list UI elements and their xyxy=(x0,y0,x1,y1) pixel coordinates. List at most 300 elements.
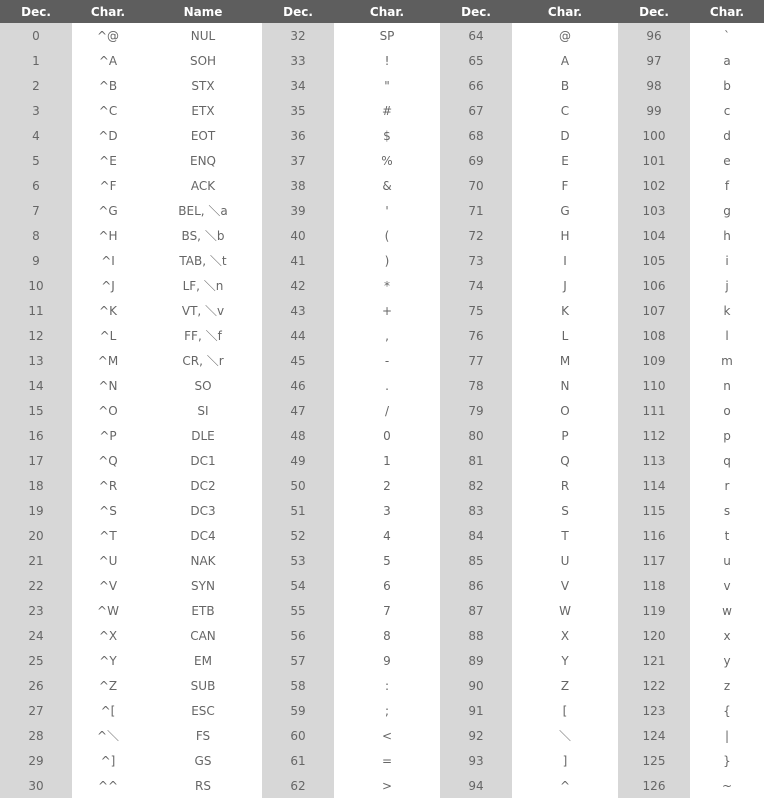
char-cell: ' xyxy=(334,198,440,223)
dec-cell: 120 xyxy=(618,623,690,648)
header-char: Char. xyxy=(72,0,144,23)
char-cell: ^E xyxy=(72,148,144,173)
char-cell: A xyxy=(512,48,618,73)
dec-cell: 69 xyxy=(440,148,512,173)
dec-cell: 126 xyxy=(618,773,690,798)
name-cell: LF, ＼n xyxy=(144,273,262,298)
name-cell: TAB, ＼t xyxy=(144,248,262,273)
dec-cell: 17 xyxy=(0,448,72,473)
char-cell: $ xyxy=(334,123,440,148)
char-cell: ~ xyxy=(690,773,764,798)
dec-cell: 89 xyxy=(440,648,512,673)
table-row xyxy=(0,373,764,398)
dec-cell: 48 xyxy=(262,423,334,448)
char-cell: H xyxy=(512,223,618,248)
table-header xyxy=(0,0,764,23)
char-cell: ^D xyxy=(72,123,144,148)
table-row xyxy=(0,423,764,448)
dec-cell: 102 xyxy=(618,173,690,198)
char-cell: ^＼ xyxy=(72,723,144,748)
dec-cell: 111 xyxy=(618,398,690,423)
char-cell: d xyxy=(690,123,764,148)
char-cell: V xyxy=(512,573,618,598)
dec-cell: 3 xyxy=(0,98,72,123)
char-cell: 8 xyxy=(334,623,440,648)
char-cell: ^@ xyxy=(72,23,144,48)
header-char: Char. xyxy=(334,0,440,23)
char-cell: J xyxy=(512,273,618,298)
dec-cell: 15 xyxy=(0,398,72,423)
dec-cell: 100 xyxy=(618,123,690,148)
char-cell: ^U xyxy=(72,548,144,573)
header-dec: Dec. xyxy=(0,0,72,23)
char-cell: ^M xyxy=(72,348,144,373)
dec-cell: 83 xyxy=(440,498,512,523)
dec-cell: 52 xyxy=(262,523,334,548)
dec-cell: 70 xyxy=(440,173,512,198)
dec-cell: 55 xyxy=(262,598,334,623)
dec-cell: 110 xyxy=(618,373,690,398)
table-row xyxy=(0,573,764,598)
char-cell: , xyxy=(334,323,440,348)
name-cell: SO xyxy=(144,373,262,398)
dec-cell: 107 xyxy=(618,298,690,323)
dec-cell: 9 xyxy=(0,248,72,273)
table-row xyxy=(0,598,764,623)
char-cell: : xyxy=(334,673,440,698)
dec-cell: 72 xyxy=(440,223,512,248)
table-row xyxy=(0,348,764,373)
dec-cell: 124 xyxy=(618,723,690,748)
dec-cell: 59 xyxy=(262,698,334,723)
dec-cell: 112 xyxy=(618,423,690,448)
char-cell: [ xyxy=(512,698,618,723)
dec-cell: 35 xyxy=(262,98,334,123)
char-cell: h xyxy=(690,223,764,248)
table-body xyxy=(0,23,764,798)
name-cell: DC4 xyxy=(144,523,262,548)
dec-cell: 24 xyxy=(0,623,72,648)
dec-cell: 8 xyxy=(0,223,72,248)
table-row xyxy=(0,748,764,773)
char-cell: 2 xyxy=(334,473,440,498)
name-cell: DC1 xyxy=(144,448,262,473)
dec-cell: 14 xyxy=(0,373,72,398)
char-cell: ^V xyxy=(72,573,144,598)
dec-cell: 28 xyxy=(0,723,72,748)
char-cell: ^H xyxy=(72,223,144,248)
dec-cell: 44 xyxy=(262,323,334,348)
header-dec: Dec. xyxy=(262,0,334,23)
char-cell: O xyxy=(512,398,618,423)
char-cell: a xyxy=(690,48,764,73)
dec-cell: 50 xyxy=(262,473,334,498)
dec-cell: 106 xyxy=(618,273,690,298)
name-cell: BS, ＼b xyxy=(144,223,262,248)
dec-cell: 92 xyxy=(440,723,512,748)
dec-cell: 73 xyxy=(440,248,512,273)
dec-cell: 29 xyxy=(0,748,72,773)
dec-cell: 116 xyxy=(618,523,690,548)
table-row xyxy=(0,223,764,248)
char-cell: * xyxy=(334,273,440,298)
char-cell: 6 xyxy=(334,573,440,598)
dec-cell: 11 xyxy=(0,298,72,323)
dec-cell: 90 xyxy=(440,673,512,698)
dec-cell: 79 xyxy=(440,398,512,423)
dec-cell: 41 xyxy=(262,248,334,273)
char-cell: ^Y xyxy=(72,648,144,673)
header-name: Name xyxy=(144,0,262,23)
char-cell: s xyxy=(690,498,764,523)
name-cell: EOT xyxy=(144,123,262,148)
char-cell: / xyxy=(334,398,440,423)
char-cell: G xyxy=(512,198,618,223)
char-cell: i xyxy=(690,248,764,273)
dec-cell: 13 xyxy=(0,348,72,373)
char-cell: & xyxy=(334,173,440,198)
table-row xyxy=(0,248,764,273)
char-cell: ^W xyxy=(72,598,144,623)
char-cell: ; xyxy=(334,698,440,723)
name-cell: VT, ＼v xyxy=(144,298,262,323)
table-row xyxy=(0,23,764,48)
header-char: Char. xyxy=(690,0,764,23)
char-cell: 4 xyxy=(334,523,440,548)
table-row xyxy=(0,698,764,723)
dec-cell: 68 xyxy=(440,123,512,148)
name-cell: ETB xyxy=(144,598,262,623)
table-row xyxy=(0,448,764,473)
char-cell: ^Q xyxy=(72,448,144,473)
dec-cell: 30 xyxy=(0,773,72,798)
char-cell: @ xyxy=(512,23,618,48)
char-cell: Z xyxy=(512,673,618,698)
char-cell: F xyxy=(512,173,618,198)
char-cell: z xyxy=(690,673,764,698)
char-cell: U xyxy=(512,548,618,573)
dec-cell: 20 xyxy=(0,523,72,548)
char-cell: ^] xyxy=(72,748,144,773)
dec-cell: 115 xyxy=(618,498,690,523)
dec-cell: 1 xyxy=(0,48,72,73)
char-cell: e xyxy=(690,148,764,173)
name-cell: ESC xyxy=(144,698,262,723)
char-cell: ( xyxy=(334,223,440,248)
char-cell: v xyxy=(690,573,764,598)
char-cell: Q xyxy=(512,448,618,473)
dec-cell: 108 xyxy=(618,323,690,348)
char-cell: 0 xyxy=(334,423,440,448)
char-cell: < xyxy=(334,723,440,748)
name-cell: STX xyxy=(144,73,262,98)
dec-cell: 6 xyxy=(0,173,72,198)
char-cell: y xyxy=(690,648,764,673)
char-cell: ] xyxy=(512,748,618,773)
char-cell: | xyxy=(690,723,764,748)
char-cell: ^R xyxy=(72,473,144,498)
name-cell: RS xyxy=(144,773,262,798)
dec-cell: 60 xyxy=(262,723,334,748)
dec-cell: 93 xyxy=(440,748,512,773)
char-cell: ^S xyxy=(72,498,144,523)
char-cell: W xyxy=(512,598,618,623)
char-cell: ! xyxy=(334,48,440,73)
char-cell: Y xyxy=(512,648,618,673)
char-cell: I xyxy=(512,248,618,273)
dec-cell: 99 xyxy=(618,98,690,123)
char-cell: ＼ xyxy=(512,723,618,748)
char-cell: P xyxy=(512,423,618,448)
dec-cell: 74 xyxy=(440,273,512,298)
dec-cell: 61 xyxy=(262,748,334,773)
dec-cell: 104 xyxy=(618,223,690,248)
table-row xyxy=(0,273,764,298)
char-cell: N xyxy=(512,373,618,398)
char-cell: ^J xyxy=(72,273,144,298)
table-row xyxy=(0,473,764,498)
name-cell: ACK xyxy=(144,173,262,198)
name-cell: NUL xyxy=(144,23,262,48)
dec-cell: 87 xyxy=(440,598,512,623)
char-cell: SP xyxy=(334,23,440,48)
dec-cell: 33 xyxy=(262,48,334,73)
char-cell: ^C xyxy=(72,98,144,123)
char-cell: { xyxy=(690,698,764,723)
dec-cell: 81 xyxy=(440,448,512,473)
dec-cell: 46 xyxy=(262,373,334,398)
name-cell: EM xyxy=(144,648,262,673)
char-cell: C xyxy=(512,98,618,123)
char-cell: ^T xyxy=(72,523,144,548)
char-cell: > xyxy=(334,773,440,798)
dec-cell: 7 xyxy=(0,198,72,223)
dec-cell: 121 xyxy=(618,648,690,673)
dec-cell: 96 xyxy=(618,23,690,48)
char-cell: f xyxy=(690,173,764,198)
dec-cell: 103 xyxy=(618,198,690,223)
char-cell: ^K xyxy=(72,298,144,323)
dec-cell: 36 xyxy=(262,123,334,148)
header-char: Char. xyxy=(512,0,618,23)
table-row xyxy=(0,148,764,173)
dec-cell: 47 xyxy=(262,398,334,423)
dec-cell: 43 xyxy=(262,298,334,323)
dec-cell: 85 xyxy=(440,548,512,573)
char-cell: x xyxy=(690,623,764,648)
char-cell: " xyxy=(334,73,440,98)
dec-cell: 37 xyxy=(262,148,334,173)
char-cell: S xyxy=(512,498,618,523)
char-cell: q xyxy=(690,448,764,473)
char-cell: = xyxy=(334,748,440,773)
dec-cell: 80 xyxy=(440,423,512,448)
dec-cell: 16 xyxy=(0,423,72,448)
char-cell: K xyxy=(512,298,618,323)
dec-cell: 66 xyxy=(440,73,512,98)
table-row xyxy=(0,98,764,123)
dec-cell: 12 xyxy=(0,323,72,348)
dec-cell: 57 xyxy=(262,648,334,673)
char-cell: t xyxy=(690,523,764,548)
name-cell: ETX xyxy=(144,98,262,123)
char-cell: L xyxy=(512,323,618,348)
dec-cell: 82 xyxy=(440,473,512,498)
table-row xyxy=(0,73,764,98)
dec-cell: 122 xyxy=(618,673,690,698)
dec-cell: 71 xyxy=(440,198,512,223)
char-cell: ) xyxy=(334,248,440,273)
dec-cell: 91 xyxy=(440,698,512,723)
table-row xyxy=(0,323,764,348)
char-cell: ^Z xyxy=(72,673,144,698)
char-cell: 1 xyxy=(334,448,440,473)
char-cell: o xyxy=(690,398,764,423)
table-row xyxy=(0,623,764,648)
name-cell: FS xyxy=(144,723,262,748)
char-cell: D xyxy=(512,123,618,148)
table-row xyxy=(0,173,764,198)
name-cell: NAK xyxy=(144,548,262,573)
name-cell: SUB xyxy=(144,673,262,698)
char-cell: ^G xyxy=(72,198,144,223)
char-cell: 7 xyxy=(334,598,440,623)
dec-cell: 58 xyxy=(262,673,334,698)
char-cell: ^A xyxy=(72,48,144,73)
dec-cell: 10 xyxy=(0,273,72,298)
char-cell: ^O xyxy=(72,398,144,423)
char-cell: w xyxy=(690,598,764,623)
char-cell: + xyxy=(334,298,440,323)
dec-cell: 34 xyxy=(262,73,334,98)
table-row xyxy=(0,673,764,698)
dec-cell: 62 xyxy=(262,773,334,798)
table-row xyxy=(0,398,764,423)
dec-cell: 101 xyxy=(618,148,690,173)
char-cell: ^[ xyxy=(72,698,144,723)
dec-cell: 25 xyxy=(0,648,72,673)
table-row xyxy=(0,723,764,748)
char-cell: ^^ xyxy=(72,773,144,798)
header-row xyxy=(0,0,764,23)
char-cell: k xyxy=(690,298,764,323)
name-cell: GS xyxy=(144,748,262,773)
dec-cell: 105 xyxy=(618,248,690,273)
char-cell: ^B xyxy=(72,73,144,98)
dec-cell: 22 xyxy=(0,573,72,598)
table-row xyxy=(0,648,764,673)
dec-cell: 0 xyxy=(0,23,72,48)
table-row xyxy=(0,498,764,523)
char-cell: b xyxy=(690,73,764,98)
name-cell: FF, ＼f xyxy=(144,323,262,348)
char-cell: l xyxy=(690,323,764,348)
char-cell: u xyxy=(690,548,764,573)
char-cell: T xyxy=(512,523,618,548)
char-cell: X xyxy=(512,623,618,648)
char-cell: 5 xyxy=(334,548,440,573)
dec-cell: 19 xyxy=(0,498,72,523)
dec-cell: 27 xyxy=(0,698,72,723)
dec-cell: 119 xyxy=(618,598,690,623)
header-dec: Dec. xyxy=(440,0,512,23)
char-cell: E xyxy=(512,148,618,173)
dec-cell: 21 xyxy=(0,548,72,573)
dec-cell: 18 xyxy=(0,473,72,498)
dec-cell: 56 xyxy=(262,623,334,648)
table-row xyxy=(0,548,764,573)
char-cell: 9 xyxy=(334,648,440,673)
dec-cell: 26 xyxy=(0,673,72,698)
name-cell: SOH xyxy=(144,48,262,73)
name-cell: SYN xyxy=(144,573,262,598)
dec-cell: 117 xyxy=(618,548,690,573)
dec-cell: 5 xyxy=(0,148,72,173)
char-cell: p xyxy=(690,423,764,448)
dec-cell: 39 xyxy=(262,198,334,223)
name-cell: DLE xyxy=(144,423,262,448)
table-row xyxy=(0,48,764,73)
dec-cell: 76 xyxy=(440,323,512,348)
char-cell: ^F xyxy=(72,173,144,198)
dec-cell: 54 xyxy=(262,573,334,598)
dec-cell: 64 xyxy=(440,23,512,48)
dec-cell: 88 xyxy=(440,623,512,648)
dec-cell: 75 xyxy=(440,298,512,323)
dec-cell: 45 xyxy=(262,348,334,373)
dec-cell: 118 xyxy=(618,573,690,598)
table-row xyxy=(0,523,764,548)
name-cell: DC3 xyxy=(144,498,262,523)
dec-cell: 40 xyxy=(262,223,334,248)
dec-cell: 23 xyxy=(0,598,72,623)
dec-cell: 109 xyxy=(618,348,690,373)
char-cell: ^X xyxy=(72,623,144,648)
char-cell: . xyxy=(334,373,440,398)
char-cell: - xyxy=(334,348,440,373)
header-dec: Dec. xyxy=(618,0,690,23)
dec-cell: 49 xyxy=(262,448,334,473)
dec-cell: 38 xyxy=(262,173,334,198)
dec-cell: 42 xyxy=(262,273,334,298)
dec-cell: 32 xyxy=(262,23,334,48)
dec-cell: 84 xyxy=(440,523,512,548)
dec-cell: 113 xyxy=(618,448,690,473)
char-cell: B xyxy=(512,73,618,98)
table-row xyxy=(0,773,764,798)
name-cell: SI xyxy=(144,398,262,423)
char-cell: ` xyxy=(690,23,764,48)
dec-cell: 77 xyxy=(440,348,512,373)
dec-cell: 78 xyxy=(440,373,512,398)
char-cell: ^N xyxy=(72,373,144,398)
dec-cell: 2 xyxy=(0,73,72,98)
name-cell: BEL, ＼a xyxy=(144,198,262,223)
dec-cell: 86 xyxy=(440,573,512,598)
char-cell: m xyxy=(690,348,764,373)
dec-cell: 125 xyxy=(618,748,690,773)
name-cell: CR, ＼r xyxy=(144,348,262,373)
char-cell: ^P xyxy=(72,423,144,448)
dec-cell: 51 xyxy=(262,498,334,523)
name-cell: CAN xyxy=(144,623,262,648)
char-cell: } xyxy=(690,748,764,773)
char-cell: j xyxy=(690,273,764,298)
dec-cell: 53 xyxy=(262,548,334,573)
dec-cell: 114 xyxy=(618,473,690,498)
dec-cell: 98 xyxy=(618,73,690,98)
char-cell: ^L xyxy=(72,323,144,348)
